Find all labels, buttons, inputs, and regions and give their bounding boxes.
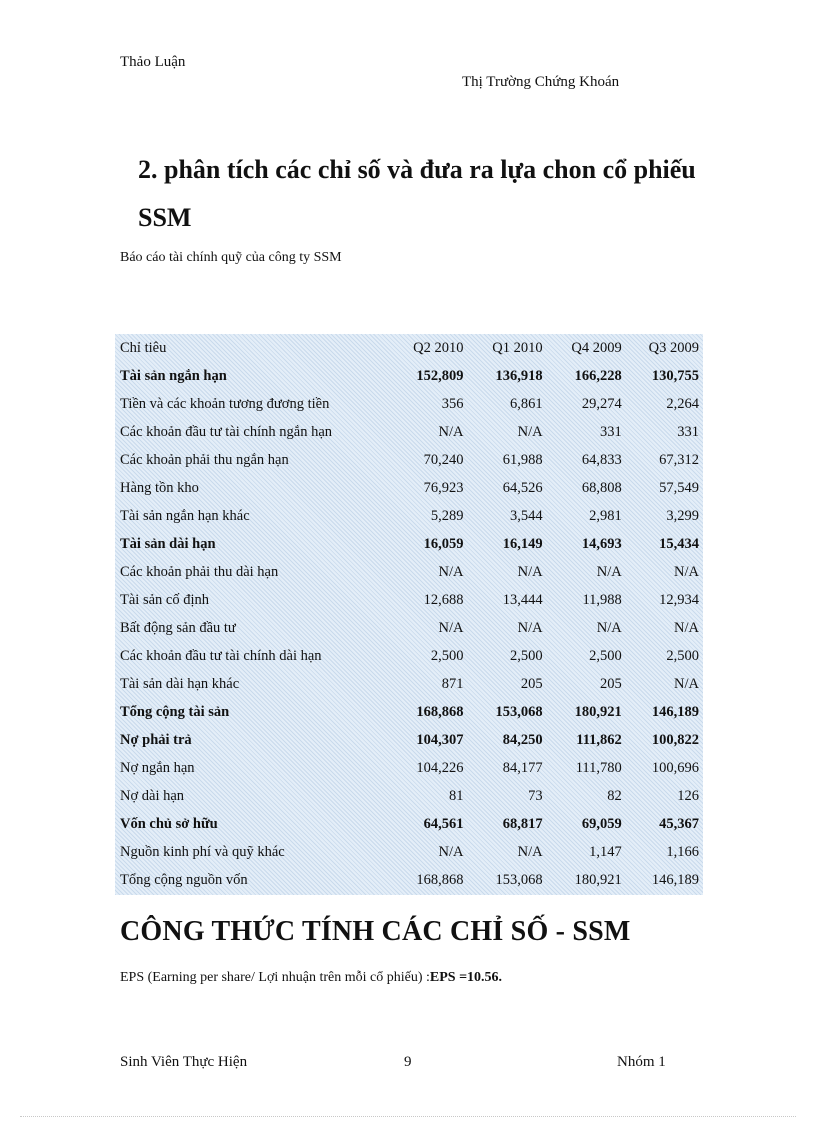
row-value: 153,068 <box>495 871 543 888</box>
page-bottom-rule <box>20 1116 796 1117</box>
row-value: 68,817 <box>502 815 543 832</box>
row-value: 126 <box>677 787 699 804</box>
row-value: N/A <box>517 843 543 860</box>
row-value: 1,166 <box>666 843 699 860</box>
table-row <box>115 642 703 670</box>
row-value: 12,688 <box>423 591 464 608</box>
table-row <box>115 726 703 754</box>
row-value: N/A <box>517 619 543 636</box>
eps-value: EPS =10.56. <box>429 970 503 985</box>
row-label: Hàng tồn kho <box>120 479 199 496</box>
row-value: N/A <box>438 563 464 580</box>
row-value: 12,934 <box>659 591 699 608</box>
row-value: 81 <box>449 787 464 804</box>
row-label: Nợ dài hạn <box>120 787 185 804</box>
table-header <box>115 334 703 362</box>
footer-right: Nhóm 1 <box>617 1054 666 1070</box>
row-label: Nguồn kinh phí và quỹ khác <box>120 843 285 860</box>
row-value: 2,500 <box>589 647 622 664</box>
row-label: Bất động sản đầu tư <box>120 619 236 636</box>
row-value: 104,307 <box>416 731 464 748</box>
page-number: 9 <box>404 1054 412 1070</box>
row-value: 61,988 <box>502 451 543 468</box>
table-row <box>115 838 703 866</box>
table-row <box>115 698 703 726</box>
row-value: 3,299 <box>666 507 699 524</box>
row-value: 153,068 <box>495 703 543 720</box>
row-value: 2,500 <box>666 647 699 664</box>
table-row <box>115 418 703 446</box>
row-value: N/A <box>596 619 622 636</box>
row-value: 111,780 <box>575 759 622 776</box>
row-value: 146,189 <box>651 871 699 888</box>
row-label: Nợ ngắn hạn <box>120 759 195 776</box>
row-label: Tổng cộng tài sản <box>120 703 230 720</box>
row-value: 146,189 <box>651 703 699 720</box>
row-value: N/A <box>438 619 464 636</box>
row-value: 111,862 <box>576 731 622 748</box>
row-value: 64,561 <box>423 815 464 832</box>
header-left: Thảo Luận <box>120 54 186 70</box>
row-value: 356 <box>441 395 464 412</box>
row-value: 45,367 <box>659 815 699 832</box>
row-value: 14,693 <box>581 535 622 552</box>
table-row <box>115 390 703 418</box>
table-row <box>115 586 703 614</box>
row-label: Các khoản phải thu dài hạn <box>120 563 279 580</box>
row-label: Các khoản đầu tư tài chính dài hạn <box>120 647 322 664</box>
row-value: 136,918 <box>495 367 543 384</box>
row-value: 331 <box>600 423 622 440</box>
row-value: 168,868 <box>416 703 464 720</box>
row-value: 871 <box>441 675 464 692</box>
row-value: 130,755 <box>651 367 699 384</box>
row-value: 168,868 <box>416 871 464 888</box>
table-row <box>115 502 703 530</box>
row-value: N/A <box>596 563 622 580</box>
table-row <box>115 558 703 586</box>
table-row <box>115 670 703 698</box>
header-cell-q4-2009: Q4 2009 <box>571 339 622 356</box>
table-row <box>115 614 703 642</box>
row-value: 205 <box>600 675 622 692</box>
row-value: 331 <box>677 423 699 440</box>
row-value: 67,312 <box>659 451 699 468</box>
row-value: 69,059 <box>581 815 622 832</box>
footer-left: Sinh Viên Thực Hiện <box>120 1054 248 1070</box>
financial-table-container <box>115 334 703 895</box>
row-value: 76,923 <box>423 479 464 496</box>
row-value: N/A <box>674 619 699 636</box>
table-header-row <box>115 334 703 362</box>
row-label: Nợ phải trả <box>120 731 192 748</box>
row-value: 2,500 <box>510 647 543 664</box>
row-value: 5,289 <box>430 507 464 524</box>
row-value: 64,833 <box>581 451 622 468</box>
row-label: Tài sản dài hạn <box>120 535 216 552</box>
report-subtitle: Báo cáo tài chính quỹ của công ty SSM <box>120 250 342 265</box>
row-value: 84,250 <box>502 731 543 748</box>
table-body <box>115 362 703 894</box>
eps-description: EPS (Earning per share/ Lợi nhuận trên mỗi cổ phiếu) : <box>120 970 430 985</box>
table-row <box>115 754 703 782</box>
header-cell-indicator: Chỉ tiêu <box>120 339 167 356</box>
row-value: N/A <box>438 423 464 440</box>
formula-heading: CÔNG THỨC TÍNH CÁC CHỈ SỐ - SSM <box>120 916 631 947</box>
row-label: Các khoản đầu tư tài chính ngắn hạn <box>120 423 333 440</box>
table-row <box>115 782 703 810</box>
header-cell-q3-2009: Q3 2009 <box>648 339 699 356</box>
table-row <box>115 530 703 558</box>
row-value: 2,264 <box>666 395 699 412</box>
table-row <box>115 866 703 894</box>
row-label: Tài sản ngắn hạn khác <box>120 507 250 524</box>
row-value: 68,808 <box>581 479 622 496</box>
row-value: 73 <box>528 787 543 804</box>
row-value: 11,988 <box>582 591 622 608</box>
row-label: Tài sản cố định <box>120 591 209 608</box>
table-row <box>115 446 703 474</box>
row-label: Vốn chủ sở hữu <box>120 815 218 832</box>
table-row <box>115 810 703 838</box>
row-value: 3,544 <box>510 507 543 524</box>
row-value: N/A <box>438 843 464 860</box>
row-value: 84,177 <box>502 759 543 776</box>
row-value: N/A <box>517 563 543 580</box>
row-value: 1,147 <box>589 843 622 860</box>
row-value: 16,149 <box>502 535 543 552</box>
row-value: N/A <box>517 423 543 440</box>
row-value: 205 <box>520 675 543 692</box>
row-value: 16,059 <box>423 535 464 552</box>
row-value: 64,526 <box>502 479 543 496</box>
header-cell-q1-2010: Q1 2010 <box>492 339 543 356</box>
row-value: 180,921 <box>574 871 622 888</box>
eps-line <box>120 970 502 986</box>
section-title: 2. phân tích các chỉ số và đưa ra lựa chon cổ phiếu SSM <box>138 155 696 232</box>
row-value: 13,444 <box>502 591 543 608</box>
row-label: Tiền và các khoản tương đương tiền <box>120 395 330 412</box>
row-value: 57,549 <box>659 479 699 496</box>
row-value: 152,809 <box>416 367 464 384</box>
header-cell-q2-2010: Q2 2010 <box>413 339 464 356</box>
row-value: 100,822 <box>651 731 699 748</box>
row-value: 2,500 <box>430 647 464 664</box>
row-label: Tổng cộng nguồn vốn <box>120 871 248 888</box>
row-value: 104,226 <box>416 759 464 776</box>
table-row <box>115 362 703 390</box>
row-value: 70,240 <box>423 451 464 468</box>
row-value: 6,861 <box>510 395 543 412</box>
row-label: Tài sản ngắn hạn <box>120 367 227 384</box>
row-value: 2,981 <box>589 507 622 524</box>
financial-table <box>115 334 703 894</box>
row-value: 100,696 <box>651 759 699 776</box>
header-right: Thị Trường Chứng Khoán <box>462 74 620 90</box>
row-value: 15,434 <box>659 535 699 552</box>
row-label: Các khoản phải thu ngắn hạn <box>120 451 289 468</box>
row-value: 180,921 <box>574 703 622 720</box>
row-value: 82 <box>607 787 622 804</box>
row-value: 166,228 <box>574 367 622 384</box>
table-row <box>115 474 703 502</box>
row-label: Tài sản dài hạn khác <box>120 675 240 692</box>
row-value: 29,274 <box>581 395 622 412</box>
row-value: N/A <box>674 563 699 580</box>
row-value: N/A <box>674 675 699 692</box>
